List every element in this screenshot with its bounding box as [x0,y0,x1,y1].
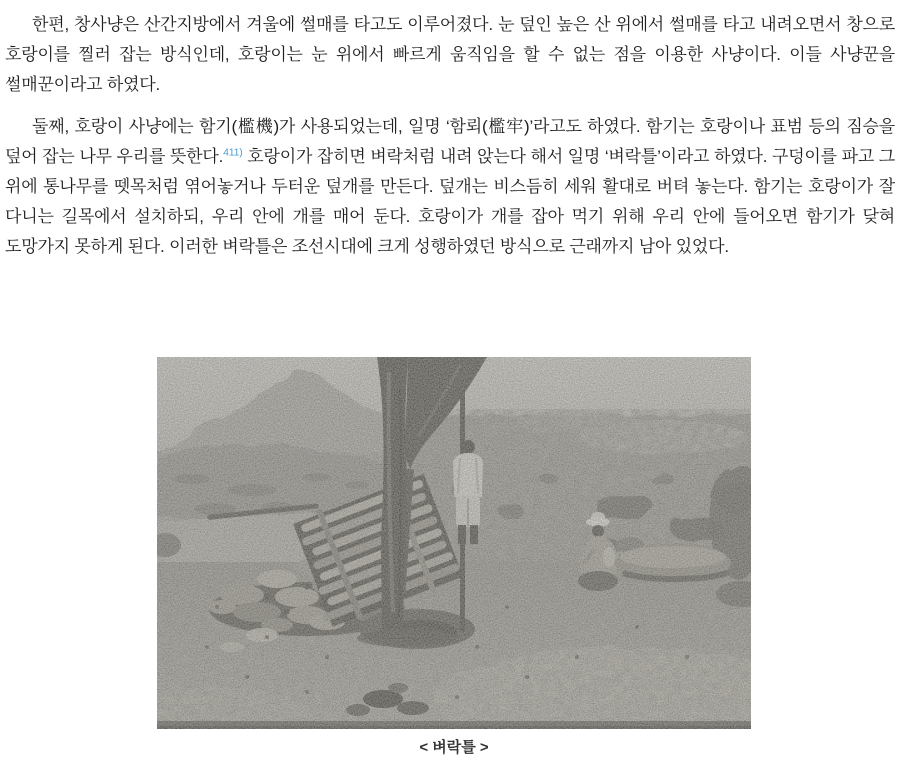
trap-photo-illustration [157,357,751,729]
photo-caption: < 벼락틀 > [419,739,489,756]
article-body [0,0,900,262]
paragraph-2-text-after: 호랑이가 잡히면 벼락처럼 내려 앉는다 해서 일명 ‘벼락틀’이라고 하였다. 구덩이를 파고 그 위에 통나무를 뗏목처럼 엮어놓거나 두터운 덮개를 만든다. 덮개는 비스듬히 세워 활대로 버텨 놓는다. 함기는 호랑이가 잘 다니는 길목에서 설치하되, 우리 안에 개를 매어 둔다. 호랑이가 개를 잡아 먹기 위해 우리 안에 들어오면 함기가 닺혀 도망가지 못하게 된다. 이러한 벼락틀은 조선시대에 크게 성행하였던 방식으로 근래까지 남아 있었다. [5,147,896,256]
footnote-ref-link[interactable]: 411) [223,146,243,159]
paragraph-spear-hunting: 한편, 창사냥은 산간지방에서 겨울에 썰매를 타고도 이루어졌다. 눈 덮인 높은 산 위에서 썰매를 타고 내려오면서 창으로 호랑이를 찔러 잡는 방식인데, 호랑이는 눈 위에서 빠르게 움직임을 할 수 없는 점을 이용한 사냥이다. 이들 사냥꾼을 썰매꾼이라고 하였다. [5,15,895,94]
paragraph-2-text-before: 둘째, 호랑이 사냥에는 함기(檻機)가 사용되었는데, 일명 ‘함뢰(檻牢)’라고도 하였다. 함기는 호랑이나 표범 등의 짐승을 덮어 잡는 나무 우리를 뜻한다. [5,117,895,166]
paragraph-trap-hunting [5,112,895,262]
photo-grain-light [157,357,751,729]
beraktul-trap-photo [157,357,751,729]
trap-photo-figure [157,357,751,757]
